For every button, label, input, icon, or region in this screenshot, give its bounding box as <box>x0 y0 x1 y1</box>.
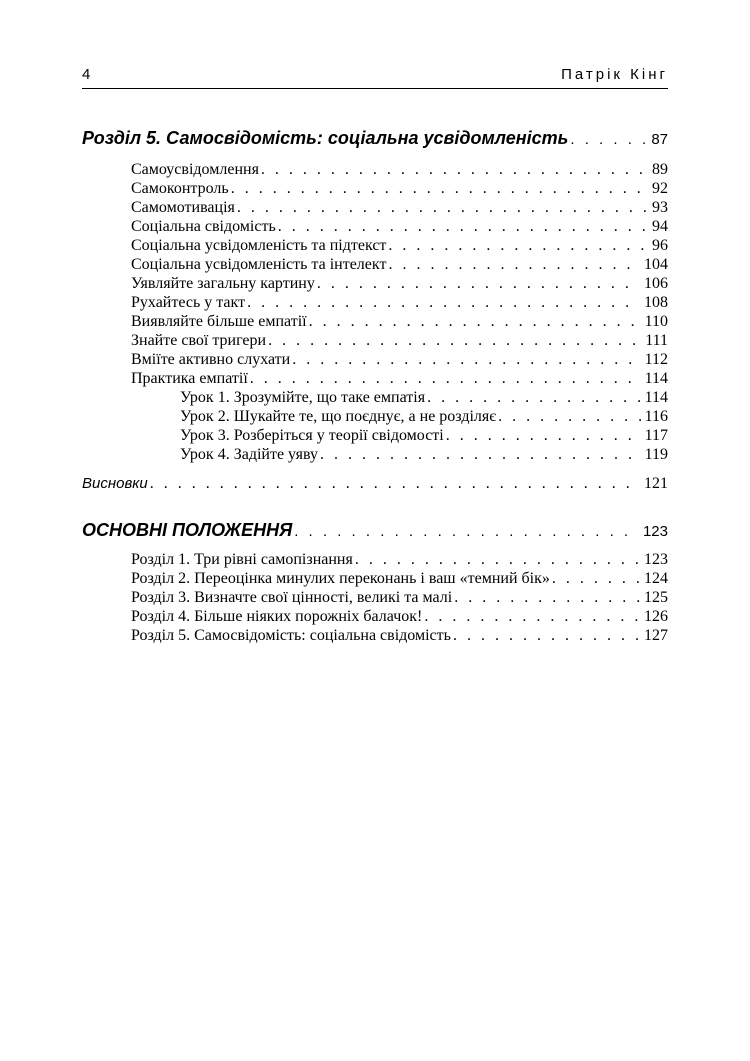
toc-lesson[interactable] <box>180 446 668 464</box>
leader-dots <box>454 589 640 607</box>
toc-entry[interactable] <box>131 294 668 312</box>
toc-entry[interactable] <box>131 275 668 293</box>
leader-dots <box>237 199 648 217</box>
leader-dots <box>388 237 648 255</box>
running-author: Патрік Кінг <box>561 66 668 83</box>
page-ref: 112 <box>644 351 668 368</box>
page-ref: 96 <box>652 237 668 254</box>
leader-dots <box>247 294 640 312</box>
leader-dots <box>231 180 648 198</box>
page-ref: 117 <box>644 427 668 444</box>
toc-entry-label: Розділ 1. Три рівні самопізнання <box>131 551 353 568</box>
toc-entry[interactable] <box>131 199 668 217</box>
leader-dots <box>388 256 640 274</box>
page-ref: 94 <box>652 218 668 235</box>
key-points-title: ОСНОВНІ ПОЛОЖЕННЯ <box>82 520 293 540</box>
toc-entry-label: Знайте свої тригери <box>131 332 267 349</box>
leader-dots <box>552 570 640 588</box>
toc-entry-label: Розділ 4. Більше ніяких порожніх балачок! <box>131 608 423 625</box>
toc-entry[interactable] <box>131 313 668 331</box>
toc-chapter-5[interactable] <box>82 128 668 149</box>
toc-entry-label: Соціальна усвідомленість та підтекст <box>131 237 387 254</box>
leader-dots <box>250 370 641 388</box>
leader-dots <box>427 389 641 407</box>
leader-dots <box>424 608 640 626</box>
page-ref: 124 <box>644 570 668 587</box>
page-ref: 123 <box>642 523 668 540</box>
page-ref: 89 <box>652 161 668 178</box>
leader-dots <box>278 218 648 236</box>
page-ref: 114 <box>644 389 668 406</box>
page-ref: 92 <box>652 180 668 197</box>
toc-entry-label: Самомотивація <box>131 199 235 216</box>
toc-entry-label: Розділ 2. Переоцінка минулих переконань і ваш «темний бік» <box>131 570 550 587</box>
toc-entry-label: Соціальна свідомість <box>131 218 276 235</box>
leader-dots <box>453 627 640 645</box>
leader-dots <box>446 427 641 445</box>
toc-entry-label: Практика емпатії <box>131 370 248 387</box>
toc-entry[interactable] <box>131 332 668 350</box>
toc-entry[interactable] <box>131 237 668 255</box>
toc-entry-label: Соціальна усвідомленість та інтелект <box>131 256 387 273</box>
toc-entry[interactable] <box>131 370 668 388</box>
page-ref: 126 <box>644 608 668 625</box>
toc-lesson-label: Урок 3. Розберіться у теорії свідомості <box>180 427 444 444</box>
toc-key-points[interactable] <box>82 520 668 541</box>
toc-entry[interactable] <box>131 589 668 607</box>
toc-entry[interactable] <box>131 608 668 626</box>
page-ref: 111 <box>645 332 668 349</box>
toc-lesson-label: Урок 4. Задійте уяву <box>180 446 319 463</box>
toc-entry[interactable] <box>131 551 668 569</box>
page-header <box>82 66 668 89</box>
page-ref: 116 <box>644 408 668 425</box>
toc-entry[interactable] <box>131 180 668 198</box>
toc-entry-label: Виявляйте більше емпатії <box>131 313 307 330</box>
toc-lesson-label: Урок 1. Зрозумійте, що таке емпатія <box>180 389 426 406</box>
leader-dots <box>261 161 648 179</box>
chapter-title: Розділ 5. Самосвідомість: соціальна усвідомленість <box>82 128 569 148</box>
page-ref: 114 <box>644 370 668 387</box>
leader-dots <box>317 275 640 293</box>
page-ref: 125 <box>644 589 668 606</box>
toc-entry[interactable] <box>131 627 668 645</box>
page-ref: 93 <box>652 199 668 216</box>
leader-dots <box>309 313 641 331</box>
conclusions-label: Висновки <box>82 475 148 492</box>
toc-entry[interactable] <box>131 218 668 236</box>
toc-entry-label: Вміїте активно слухати <box>131 351 291 368</box>
leader-dots <box>498 408 640 426</box>
toc-lesson-label: Урок 2. Шукайте те, що поєднує, а не розділяє <box>180 408 497 425</box>
page-ref: 121 <box>644 475 668 492</box>
page-ref: 87 <box>651 131 668 148</box>
page-ref: 104 <box>644 256 668 273</box>
page-ref: 123 <box>644 551 668 568</box>
leader-dots <box>268 332 641 350</box>
toc-entry[interactable] <box>131 256 668 274</box>
toc-entry-label: Розділ 3. Визначте свої цінності, великі та малі <box>131 589 453 606</box>
toc-lesson[interactable] <box>180 408 668 426</box>
leader-dots <box>355 551 640 569</box>
leader-dots <box>570 131 647 148</box>
toc-entry[interactable] <box>131 351 668 369</box>
toc-entry-label: Уявляйте загальну картину <box>131 275 315 292</box>
toc-entry-label: Розділ 5. Самосвідомість: соціальна свідомість <box>131 627 451 644</box>
page-number: 4 <box>82 66 91 83</box>
page-ref: 108 <box>644 294 668 311</box>
toc-entry-label: Рухайтесь у такт <box>131 294 246 311</box>
page-ref: 110 <box>644 313 668 330</box>
leader-dots <box>292 351 640 369</box>
toc-conclusions[interactable] <box>82 475 668 493</box>
page-ref: 106 <box>644 275 668 292</box>
leader-dots <box>294 523 639 540</box>
toc-entry-label: Самоусвідомлення <box>131 161 259 178</box>
page-ref: 119 <box>644 446 668 463</box>
toc-entry-label: Самоконтроль <box>131 180 229 197</box>
toc-entry[interactable] <box>131 161 668 179</box>
leader-dots <box>150 475 640 493</box>
toc-lesson[interactable] <box>180 389 668 407</box>
toc-lesson[interactable] <box>180 427 668 445</box>
leader-dots <box>320 446 641 464</box>
page-ref: 127 <box>644 627 668 644</box>
toc-entry[interactable] <box>131 570 668 588</box>
